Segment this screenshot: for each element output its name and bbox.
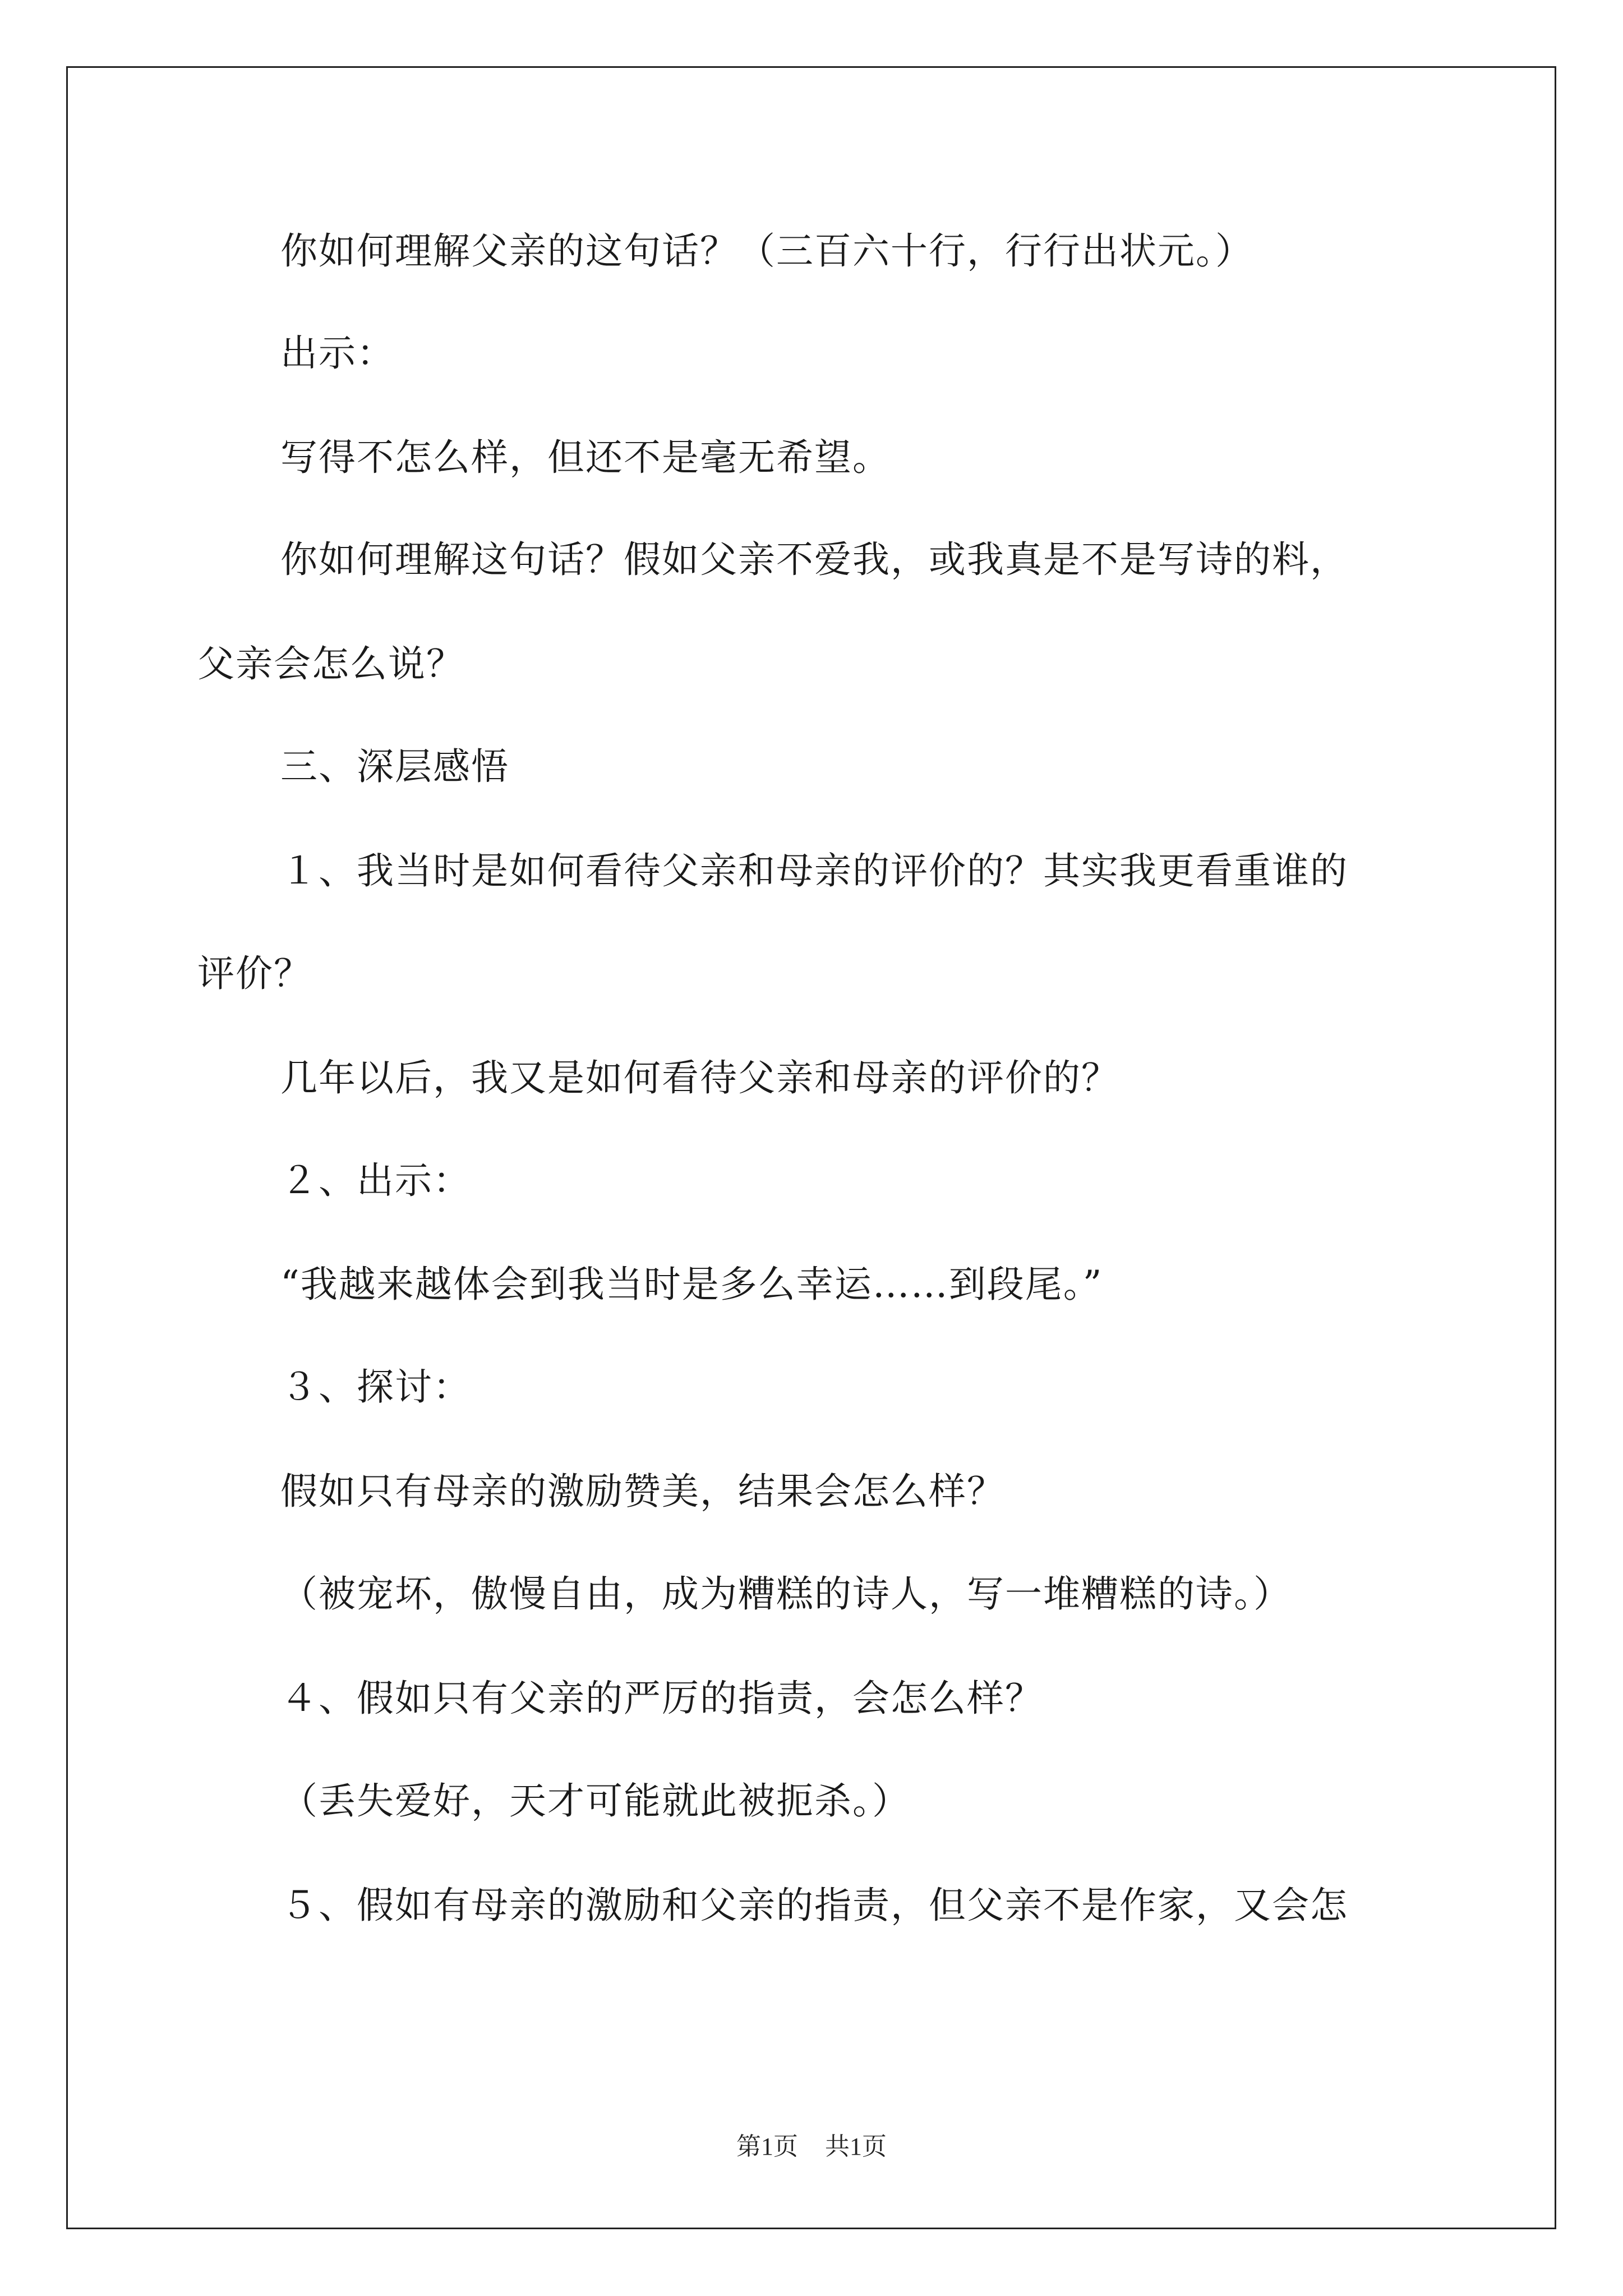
paragraph-line: ５、假如有母亲的激励和父亲的指责，但父亲不是作家，又会怎 (280, 1884, 1348, 1927)
paragraph-line: 几年以后，我又是如何看待父亲和母亲的评价的？ (280, 1056, 1119, 1099)
paragraph-line: １、我当时是如何看待父亲和母亲的评价的？其实我更看重谁的 (280, 849, 1348, 892)
page-footer (0, 2130, 1623, 2164)
paragraph-line: 出示： (280, 332, 395, 375)
paragraph-line: 假如只有母亲的激励赞美，结果会怎么样？ (280, 1470, 1005, 1513)
paragraph-line: 写得不怎么样，但还不是毫无希望。 (280, 436, 891, 479)
paragraph-line: 评价？ (197, 952, 312, 995)
paragraph-line: （丢失爱好，天才可能就此被扼杀。） (280, 1779, 910, 1823)
paragraph-line: ４、假如只有父亲的严厉的指责，会怎么样？ (280, 1677, 1043, 1720)
paragraph-line: ３、探讨： (280, 1365, 471, 1409)
paragraph-line: （被宠坏，傲慢自由，成为糟糕的诗人，写一堆糟糕的诗。） (280, 1572, 1292, 1616)
page-number: 第1页 (736, 2133, 798, 2160)
page-total: 共1页 (825, 2133, 887, 2160)
paragraph-line: 你如何理解父亲的这句话？（三百六十行，行行出状元。） (280, 229, 1253, 273)
paragraph-line: 你如何理解这句话？假如父亲不爱我，或我真是不是写诗的料， (280, 538, 1348, 581)
paragraph-line: “我越来越体会到我当时是多么幸运……到段尾。” (280, 1263, 1103, 1306)
paragraph-line: ２、出示： (280, 1159, 471, 1202)
section-heading: 三、深层感悟 (280, 745, 509, 788)
paragraph-line: 父亲会怎么说？ (197, 642, 464, 685)
